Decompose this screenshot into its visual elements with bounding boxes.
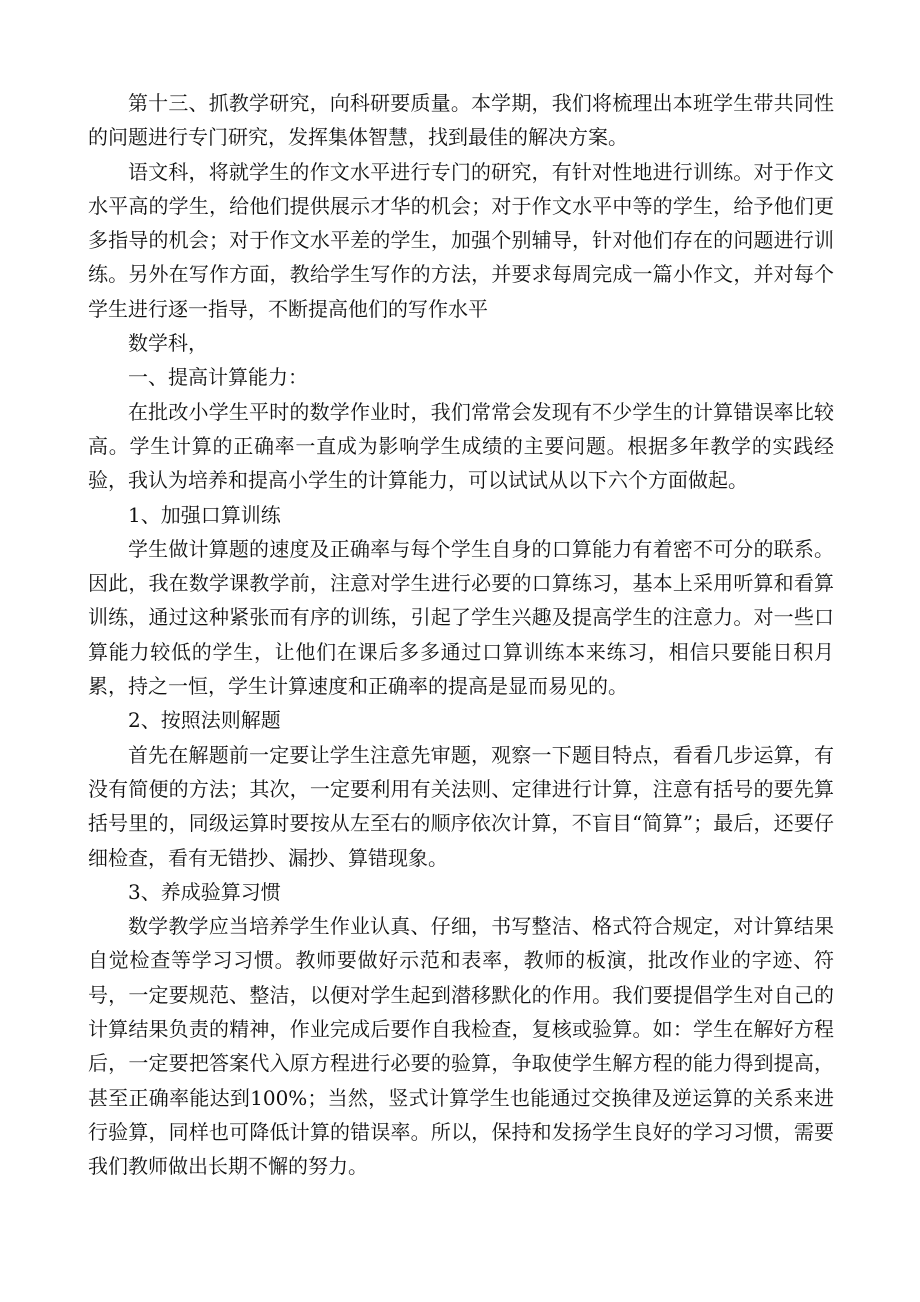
paragraph-calculation-intro: 在批改小学生平时的数学作业时，我们常常会发现有不少学生的计算错误率比较高。学生计算的正确率一直成为影响学生成绩的主要问题。根据多年教学的实践经验，我认为培养和提高小学生的计算能力，可以试试从以下六个方面做起。 <box>88 399 834 493</box>
paragraph-rules-body: 首先在解题前一定要让学生注意先审题，观察一下题目特点，看看几步运算，有没有简便的方法；其次，一定要利用有关法则、定律进行计算，注意有括号的要先算括号里的，同级运算时要按从左至右的顺序依次计算，不盲目“简算”；最后，还要仔细检查，看有无错抄、漏抄、算错现象。 <box>88 742 834 870</box>
paragraph-oral-calculation-heading: 1、加强口算训练 <box>128 502 281 527</box>
paragraph-rules-heading: 2、按照法则解题 <box>128 708 281 733</box>
paragraph-math-subject-heading: 数学科， <box>128 331 208 356</box>
paragraph-verification-heading: 3、养成验算习惯 <box>128 879 281 904</box>
paragraph-improve-calculation-heading: 一、提高计算能力： <box>128 365 308 390</box>
paragraph-section-13-research: 第十三、抓教学研究，向科研要质量。本学期，我们将梳理出本班学生带共同性的问题进行专门研究，发挥集体智慧，找到最佳的解决方案。 <box>88 91 834 150</box>
paragraph-oral-calculation-body: 学生做计算题的速度及正确率与每个学生自身的口算能力有着密不可分的联系。因此，我在数学课教学前，注意对学生进行必要的口算练习，基本上采用听算和看算训练，通过这种紧张而有序的训练，引起了学生兴趣及提高学生的注意力。对一些口算能力较低的学生，让他们在课后多多通过口算训练本来练习，相信只要能日积月累，持之一恒，学生计算速度和正确率的提高是显而易见的。 <box>88 536 834 699</box>
document-body <box>88 86 834 1184</box>
paragraph-chinese-subject: 语文科，将就学生的作文水平进行专门的研究，有针对性地进行训练。对于作文水平高的学生，给他们提供展示才华的机会；对于作文水平中等的学生，给予他们更多指导的机会；对于作文水平差的学生，加强个别辅导，针对他们存在的问题进行训练。另外在写作方面，教给学生写作的方法，并要求每周完成一篇小作文，并对每个学生进行逐一指导，不断提高他们的写作水平 <box>88 159 834 321</box>
paragraph-verification-body: 数学教学应当培养学生作业认真、仔细，书写整洁、格式符合规定，对计算结果自觉检查等学习习惯。教师要做好示范和表率，教师的板演，批改作业的字迹、符号，一定要规范、整洁，以便对学生起到潜移默化的作用。我们要提倡学生对自己的计算结果负责的精神，作业完成后要作自我检查，复核或验算。如：学生在解好方程后，一定要把答案代入原方程进行必要的验算，争取使学生解方程的能力得到提高，甚至正确率能达到100%；当然，竖式计算学生也能通过交换律及逆运算的关系来进行验算，同样也可降低计算的错误率。所以，保持和发扬学生良好的学习习惯，需要我们教师做出长期不懈的努力。 <box>88 914 834 1179</box>
